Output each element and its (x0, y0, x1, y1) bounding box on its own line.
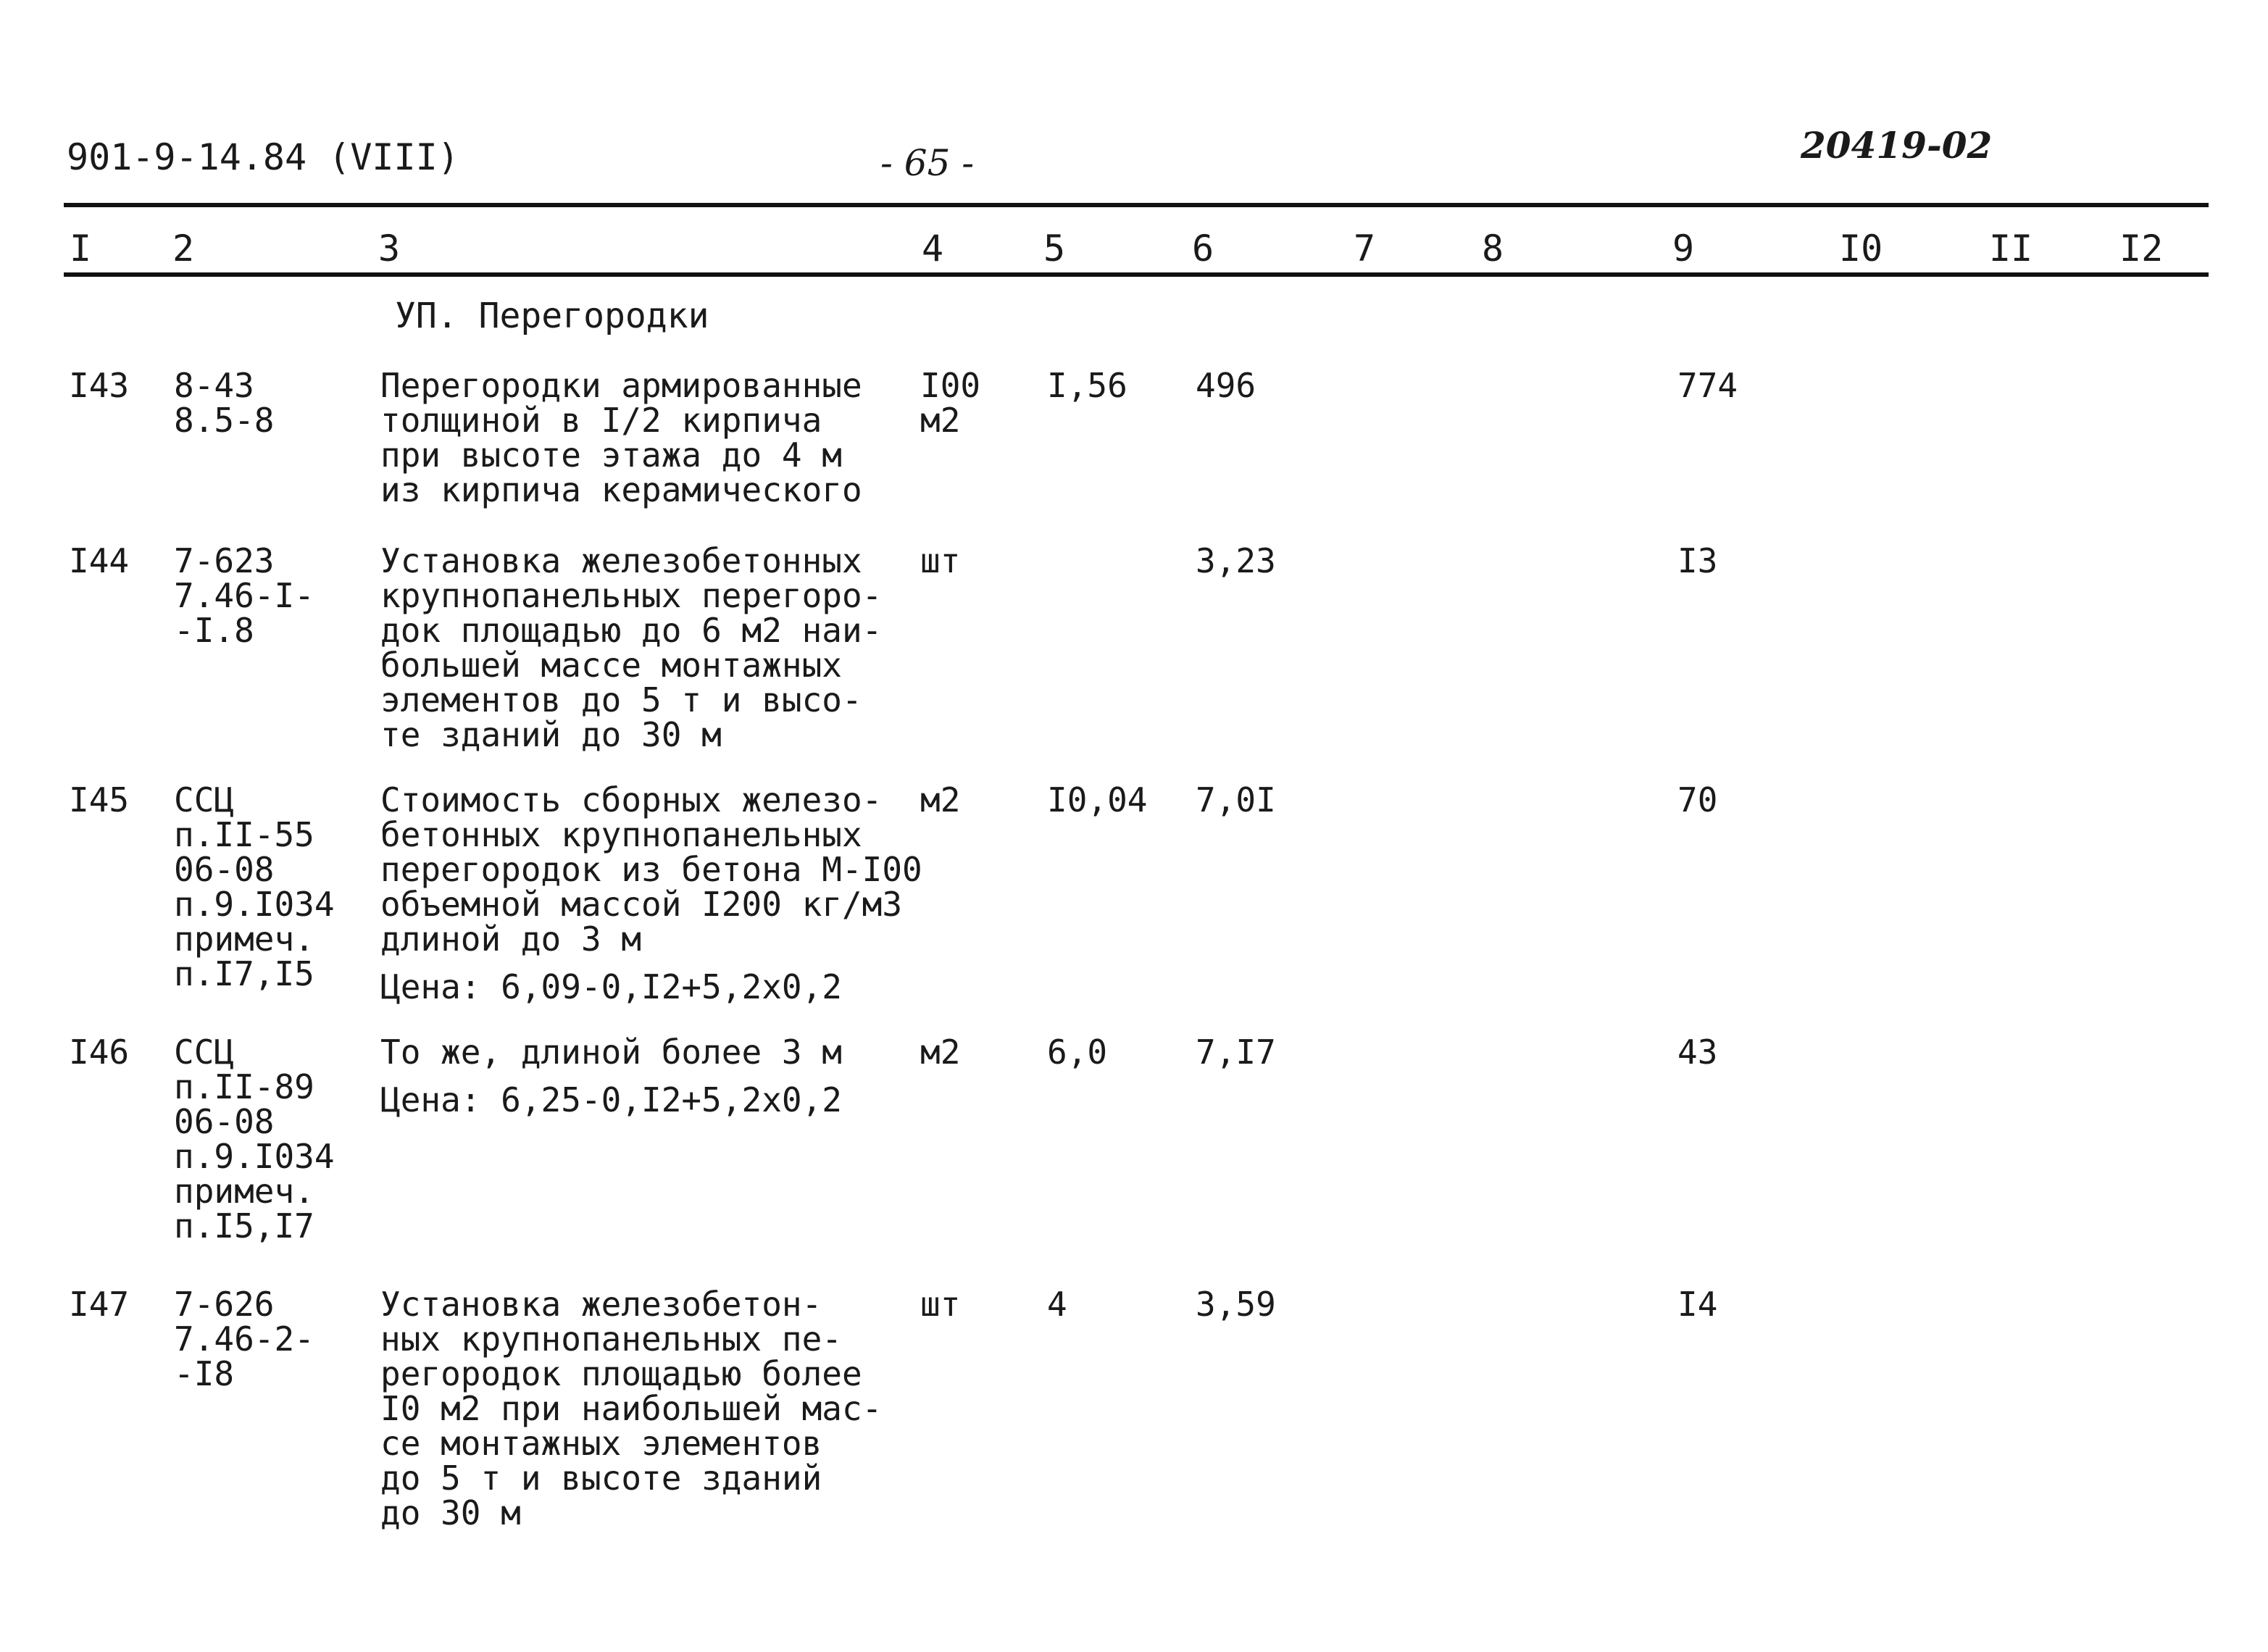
row-description-line: Установка железобетон- (380, 1285, 822, 1324)
row-code-line: 7-623 (174, 541, 275, 580)
row-description-line: перегородок из бетона М-I00 (380, 850, 922, 889)
row-unit-cost: 7,I7 (1196, 1032, 1276, 1072)
doc-code: 901-9-14.84 (VIII) (67, 136, 459, 178)
row-number: I44 (69, 541, 130, 580)
row-unit (920, 1287, 960, 1322)
row-unit-cost: 7,0I (1196, 780, 1276, 819)
row-description-line: I0 м2 при наибольшей мас- (380, 1389, 883, 1428)
row-code-line: п.9.I034 (174, 1137, 335, 1176)
row-number: I45 (69, 780, 130, 819)
row-code (174, 780, 335, 993)
row-code-line: примеч. (174, 1172, 314, 1211)
row-price-formula: Цена: 6,09-0,I2+5,2х0,2 (380, 967, 842, 1006)
row-description (380, 543, 882, 752)
col-header-12: I2 (2119, 228, 2164, 270)
row-description-line: То же, длиной более 3 м (380, 1032, 842, 1072)
row-number: I46 (69, 1032, 130, 1072)
col-header-7: 7 (1354, 228, 1376, 270)
row-code-line: примеч. (174, 919, 314, 959)
row-unit-line: шт (920, 1285, 961, 1324)
row-description-line: се монтажных элементов (380, 1424, 822, 1463)
row-number: I47 (69, 1285, 130, 1324)
col-header-9: 9 (1672, 228, 1695, 270)
row-code-line: ССЦ (174, 780, 235, 819)
col-header-6: 6 (1192, 228, 1214, 270)
row-unit (920, 1032, 961, 1072)
row-description-line: регородок площадью более (380, 1354, 862, 1393)
col-header-4: 4 (922, 228, 944, 270)
row-quantity: I0,04 (1047, 780, 1148, 819)
col-header-11: II (1989, 228, 2033, 270)
row-description-line: объемной массой I200 кг/м3 (380, 885, 903, 924)
row-description (380, 368, 862, 507)
row-code-line: 7-626 (174, 1285, 275, 1324)
row-unit-cost: 496 (1196, 366, 1256, 405)
row-description-line: бетонных крупнопанельных (380, 815, 862, 854)
row-unit-line: м2 (920, 1032, 961, 1072)
column-header-rule (64, 272, 2209, 277)
row-description-line: ных крупнопанельных пе- (380, 1319, 842, 1359)
row-code-line: п.I7,I5 (174, 954, 314, 993)
row-code-line: 8-43 (174, 366, 254, 405)
row-quantity: 6,0 (1047, 1032, 1108, 1072)
col-header-10: I0 (1839, 228, 1883, 270)
row-total: 70 (1677, 780, 1718, 819)
row-code-line: 7.46-2- (174, 1319, 314, 1359)
col-header-5: 5 (1043, 228, 1066, 270)
row-total: 774 (1677, 366, 1738, 405)
row-code-line: п.II-55 (174, 815, 314, 854)
row-code (174, 543, 314, 648)
col-header-8: 8 (1482, 228, 1504, 270)
row-description-line: док площадью до 6 м2 наи- (380, 611, 883, 650)
row-description-line: длиной до 3 м (380, 919, 642, 959)
row-description (380, 1287, 882, 1530)
row-unit (920, 543, 960, 578)
row-total: 43 (1677, 1032, 1718, 1072)
row-quantity: I,56 (1047, 366, 1127, 405)
col-header-1: I (70, 228, 92, 270)
row-code-line: 7.46-I- (174, 576, 314, 615)
row-code-line: -I.8 (174, 611, 254, 650)
row-code (174, 368, 274, 438)
row-code (174, 1032, 335, 1246)
row-description-line: толщиной в I/2 кирпича (380, 401, 822, 440)
col-header-2: 2 (172, 228, 195, 270)
table-top-rule (64, 203, 2209, 207)
row-unit (920, 780, 961, 819)
row-code (174, 1287, 314, 1391)
row-description (380, 780, 922, 1006)
archive-number: 20419-02 (1801, 124, 1993, 167)
row-description-line: из кирпича керамического (380, 470, 862, 509)
page-number: - 65 - (880, 142, 975, 184)
row-unit-line: м2 (920, 401, 961, 440)
row-description (380, 1032, 842, 1119)
row-unit-line: I00 (920, 366, 981, 405)
row-number: I43 (69, 366, 130, 405)
row-unit-cost: 3,23 (1196, 541, 1276, 580)
row-code-line: п.9.I034 (174, 885, 335, 924)
row-description-line: те зданий до 30 м (380, 715, 722, 754)
row-unit (920, 368, 980, 438)
row-code-line: -I8 (174, 1354, 235, 1393)
col-header-3: 3 (378, 228, 401, 270)
row-description-line: до 5 т и высоте зданий (380, 1459, 822, 1498)
row-code-line: 06-08 (174, 1102, 275, 1141)
section-title: УП. Перегородки (395, 296, 709, 336)
row-quantity: 4 (1047, 1285, 1067, 1324)
row-code-line: 06-08 (174, 850, 275, 889)
row-description-line: элементов до 5 т и высо- (380, 680, 862, 719)
row-description-line: большей массе монтажных (380, 646, 842, 685)
row-code-line: п.I5,I7 (174, 1206, 314, 1246)
row-code-line: 8.5-8 (174, 401, 275, 440)
row-unit-cost: 3,59 (1196, 1285, 1276, 1324)
row-description-line: Установка железобетонных (380, 541, 862, 580)
row-total: I4 (1677, 1285, 1718, 1324)
row-unit-line: шт (920, 541, 961, 580)
row-price-formula: Цена: 6,25-0,I2+5,2х0,2 (380, 1080, 842, 1119)
row-total: I3 (1677, 541, 1718, 580)
row-description-line: Стоимость сборных железо- (380, 780, 883, 819)
row-code-line: ССЦ (174, 1032, 235, 1072)
row-unit-line: м2 (920, 780, 961, 819)
row-description-line: Перегородки армированные (380, 366, 862, 405)
row-description-line: крупнопанельных перегоро- (380, 576, 883, 615)
row-description-line: при высоте этажа до 4 м (380, 435, 842, 475)
row-description-line: до 30 м (380, 1493, 521, 1532)
row-code-line: п.II-89 (174, 1067, 314, 1106)
